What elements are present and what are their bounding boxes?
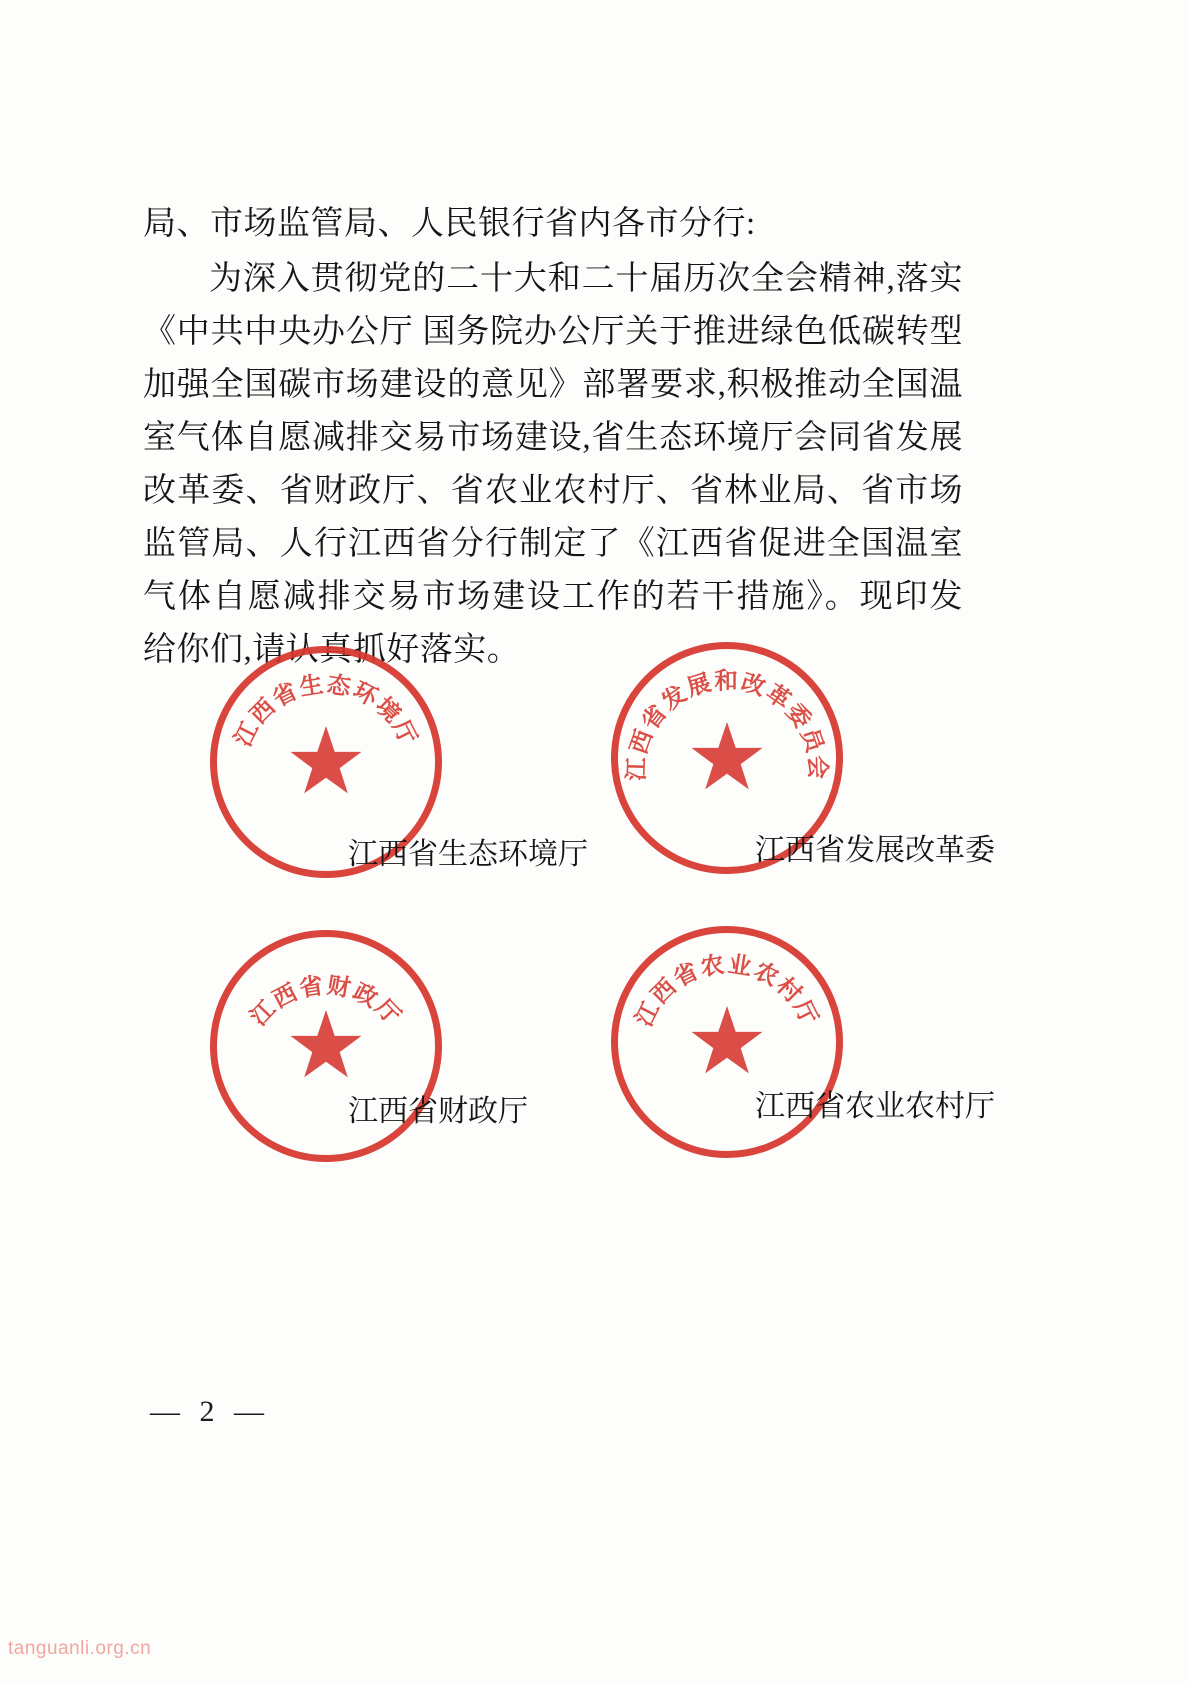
paragraph-main: 为深入贯彻党的二十大和二十届历次全会精神,落实《中共中央办公厅 国务院办公厅关于推进绿色低碳转型 加强全国碳市场建设的意见》部署要求,积极推动全国温室气体自愿减排交易市场建设,省生态环境厅会同省发展改革委、省财政厅、省农业农村厅、省林业局、省市场监管局、人行江西省分行制定了《江西省促进全国温室气体自愿减排交易市场建设工作的若干措施》。现印发给你们,请认真抓好落实。: [143, 261, 963, 668]
seal-label-development-reform: 江西省发展改革委: [755, 834, 995, 867]
svg-text:江西省财政厅: 江西省财政厅: [245, 972, 407, 1032]
seal-label-finance: 江西省财政厅: [348, 1095, 528, 1128]
seal-label-ecology-environment: 江西省生态环境厅: [348, 838, 588, 871]
svg-text:江西省农业农村厅: 江西省农业农村厅: [631, 951, 823, 1031]
watermark-text: tanguanli.org.cn: [8, 1638, 152, 1659]
svg-text:江西省发展和改革委员会: 江西省发展和改革委员会: [623, 668, 831, 782]
paragraph-recipients: 局、市场监管局、人民银行省内各市分行:: [143, 206, 756, 242]
seal-label-agriculture-rural: 江西省农业农村厅: [755, 1090, 995, 1123]
svg-text:江西省生态环境厅: 江西省生态环境厅: [230, 671, 422, 751]
page-number: — 2 —: [150, 1395, 270, 1428]
document-body: [143, 198, 963, 677]
